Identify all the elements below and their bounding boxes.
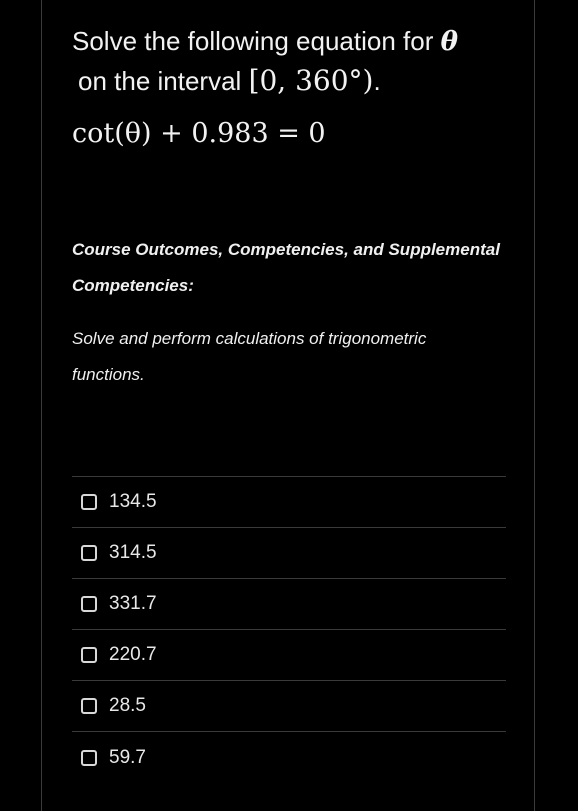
- answer-option-3[interactable]: [72, 579, 506, 630]
- answer-option-label: 134.5: [109, 491, 157, 512]
- answer-option-5[interactable]: [72, 681, 506, 732]
- question-prompt-line-1: [72, 21, 458, 62]
- radio-button[interactable]: [81, 647, 97, 663]
- answer-option-4[interactable]: [72, 630, 506, 681]
- radio-button[interactable]: [81, 596, 97, 612]
- outcomes-heading: Course Outcomes, Competencies, and Supplemental Competencies:: [72, 240, 500, 295]
- interval-expression: [0, 360°): [248, 64, 374, 97]
- question-prompt-line-2: [78, 61, 381, 101]
- radio-button[interactable]: [81, 750, 97, 766]
- theta-variable: θ: [440, 27, 458, 57]
- outcomes-description: Solve and perform calculations of trigonometric functions.: [72, 329, 427, 384]
- answer-option-label: 314.5: [109, 542, 157, 563]
- answer-option-6[interactable]: [72, 732, 506, 783]
- interval-prefix: on the interval: [78, 66, 249, 96]
- radio-button[interactable]: [81, 698, 97, 714]
- interval-suffix: .: [373, 66, 381, 96]
- question-prompt-text: Solve the following equation for: [72, 26, 441, 56]
- question-panel: [41, 0, 535, 811]
- radio-button[interactable]: [81, 545, 97, 561]
- radio-button[interactable]: [81, 494, 97, 510]
- answer-option-label: 331.7: [109, 593, 157, 614]
- answer-option-label: 28.5: [109, 695, 146, 716]
- answer-option-label: 220.7: [109, 644, 157, 665]
- answer-option-label: 59.7: [109, 746, 146, 768]
- equation: cot(θ) + 0.983 = 0: [72, 118, 326, 149]
- answer-option-2[interactable]: [72, 528, 506, 579]
- answer-options: [72, 476, 506, 783]
- answer-option-1[interactable]: [72, 477, 506, 528]
